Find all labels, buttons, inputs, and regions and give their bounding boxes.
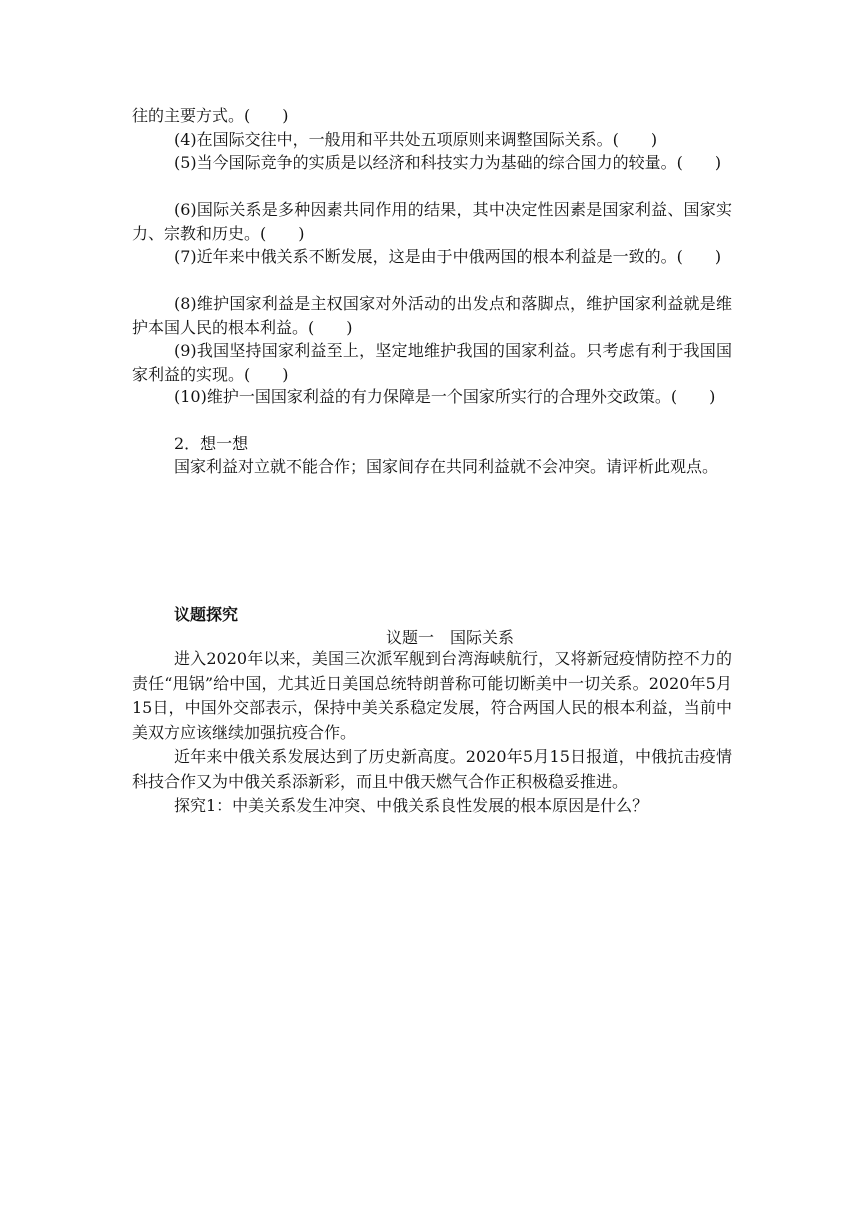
question-3-tail: 往的主要方式。( ) — [132, 106, 289, 125]
question-7: (7)近年来中俄关系不断发展，这是由于中俄两国的根本利益是一致的。( ) — [174, 247, 722, 266]
think-section-title: 2．想一想 — [174, 434, 249, 453]
inquiry-paragraph-2: 近年来中俄关系发展达到了历史新高度。2020年5月15日报道，中俄抗击疫情科技合作又为中俄关系添新彩，而且中俄天燃气合作正积极稳妥推进。 — [132, 747, 732, 791]
inquiry-subtitle-text: 议题一 国际关系 — [385, 628, 514, 647]
question-5: (5)当今国际竞争的实质是以经济和科技实力为基础的综合国力的较量。( ) — [174, 153, 722, 172]
question-10: (10)维护一国国家利益的有力保障是一个国家所实行的合理外交政策。( ) — [174, 387, 716, 406]
inquiry-heading: 议题探究 — [174, 605, 239, 624]
inquiry-subtitle — [0, 625, 860, 648]
think-section-text: 国家利益对立就不能合作；国家间存在共同利益就不会冲突。请评析此观点。 — [174, 457, 719, 476]
inquiry-article — [132, 647, 732, 819]
question-8: (8)维护国家利益是主权国家对外活动的出发点和落脚点，维护国家利益就是维护本国人民的根本利益。( ) — [132, 294, 732, 337]
question-4: (4)在国际交往中，一般用和平共处五项原则来调整国际关系。( ) — [174, 130, 658, 149]
inquiry-paragraph-1: 进入2020年以来，美国三次派军舰到台湾海峡航行，又将新冠疫情防控不力的责任“甩锅”给中国，尤其近日美国总统特朗普称可能切断美中一切关系。2020年5月15日，中国外交部表示，保持中美关系稳定发展，符合两国人民的根本利益，当前中美双方应该继续加强抗疫合作。 — [132, 649, 732, 742]
question-9: (9)我国坚持国家利益至上，坚定地维护我国的国家利益。只考虑有利于我国国家利益的实现。( ) — [132, 341, 732, 384]
question-6: (6)国际关系是多种因素共同作用的结果，其中决定性因素是国家利益、国家实力、宗教和历史。( ) — [132, 200, 732, 243]
inquiry-question-1: 探究1：中美关系发生冲突、中俄关系良性发展的根本原因是什么？ — [174, 796, 649, 815]
